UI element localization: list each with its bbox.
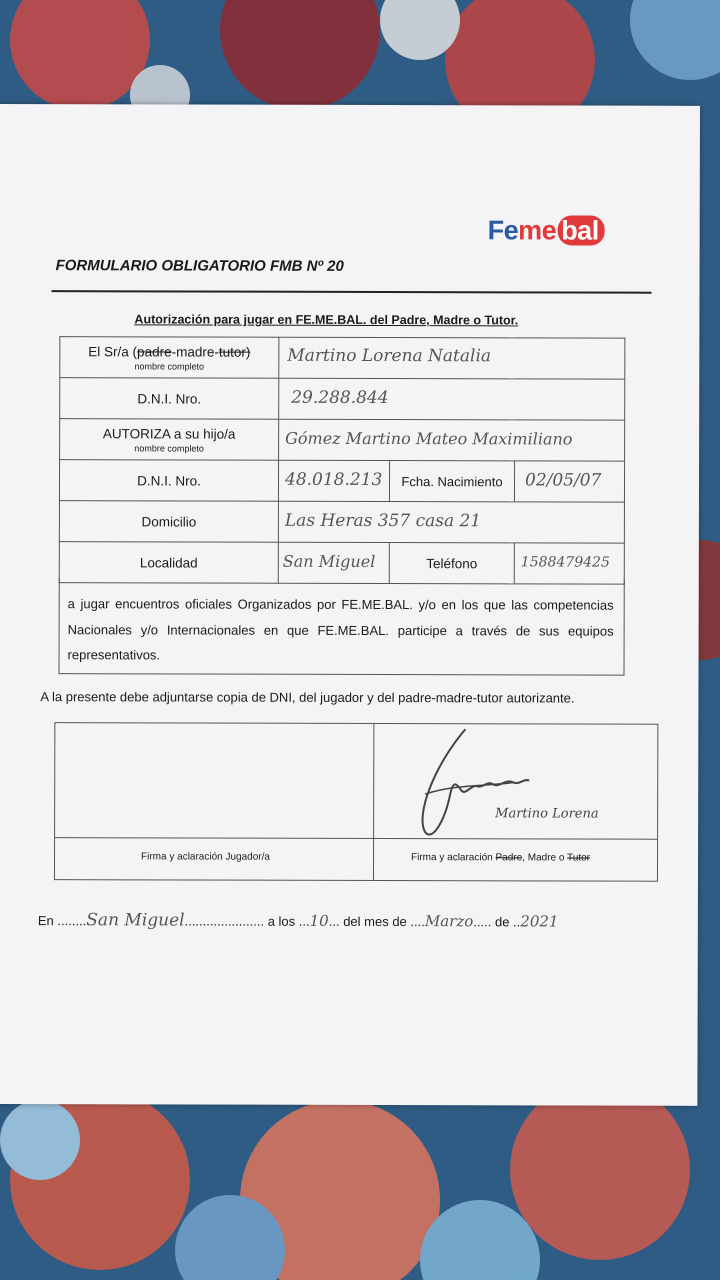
femebal-logo: Feme bal — [488, 215, 605, 246]
day-value[interactable]: 10 — [309, 911, 329, 930]
birth-date-field[interactable]: 02/05/07 — [514, 461, 624, 502]
child-dni-label: D.N.I. Nro. — [59, 460, 278, 502]
authorization-heading: Autorización para jugar en FE.ME.BAL. del Padre, Madre o Tutor. — [134, 312, 519, 328]
place-value[interactable]: San Miguel — [86, 910, 185, 931]
child-dni-field[interactable]: 48.018.213 — [278, 460, 389, 501]
signature-box — [54, 722, 658, 882]
form-title: FORMULARIO OBLIGATORIO FMB Nº 20 — [55, 257, 344, 275]
parent-sub-label: nombre completo — [134, 360, 205, 372]
city-field[interactable]: San Miguel — [278, 542, 389, 583]
phone-field[interactable]: 1588479425 — [514, 543, 624, 584]
parent-signature-caption: Firma y aclaración Padre, Madre o Tutor — [411, 852, 591, 864]
signature-divider — [373, 724, 375, 880]
child-name-field[interactable]: Gómez Martino Mateo Maximiliano — [279, 419, 625, 461]
month-value[interactable]: Marzo — [424, 912, 474, 931]
parent-dni-field[interactable]: 29.288.844 — [279, 378, 625, 420]
authorization-table — [59, 336, 626, 584]
address-label: Domicilio — [59, 501, 278, 543]
birth-date-label: Fcha. Nacimiento — [389, 461, 514, 502]
parent-name-field[interactable]: Martino Lorena Natalia — [279, 337, 625, 379]
parent-dni-label: D.N.I. Nro. — [60, 378, 279, 420]
address-field[interactable]: Las Heras 357 casa 21 — [278, 501, 624, 543]
city-label: Localidad — [59, 542, 278, 584]
phone-label: Teléfono — [389, 543, 514, 584]
authorization-paragraph: a jugar encuentros oficiales Organizados por FE.ME.BAL. y/o en los que las competencias Nacionales y/o Internacionales en que FE.ME.BAL. participe a través de sus equipos representativos. — [59, 578, 625, 675]
child-label-cell: AUTORIZA a su hijo/a nombre completo — [60, 419, 279, 461]
parent-signature — [395, 724, 655, 845]
attachment-note: A la presente debe adjuntarse copia de DNI, del jugador y del padre-madre-tutor autorizante. — [40, 689, 575, 706]
form-paper — [0, 104, 700, 1106]
child-sub-label: nombre completo — [134, 442, 204, 454]
title-divider — [52, 290, 652, 294]
parent-printed-name: Martino Lorena — [495, 806, 599, 822]
date-place-line: En ........San Miguel...................... a los ...10... del mes de ....Marzo..... de ..2021 — [37, 910, 559, 931]
player-signature-caption: Firma y aclaración Jugador/a — [141, 851, 270, 863]
parent-label-cell: El Sr/a (padre-madre-tutor) nombre completo — [60, 337, 279, 379]
year-value[interactable]: 2021 — [520, 912, 559, 931]
